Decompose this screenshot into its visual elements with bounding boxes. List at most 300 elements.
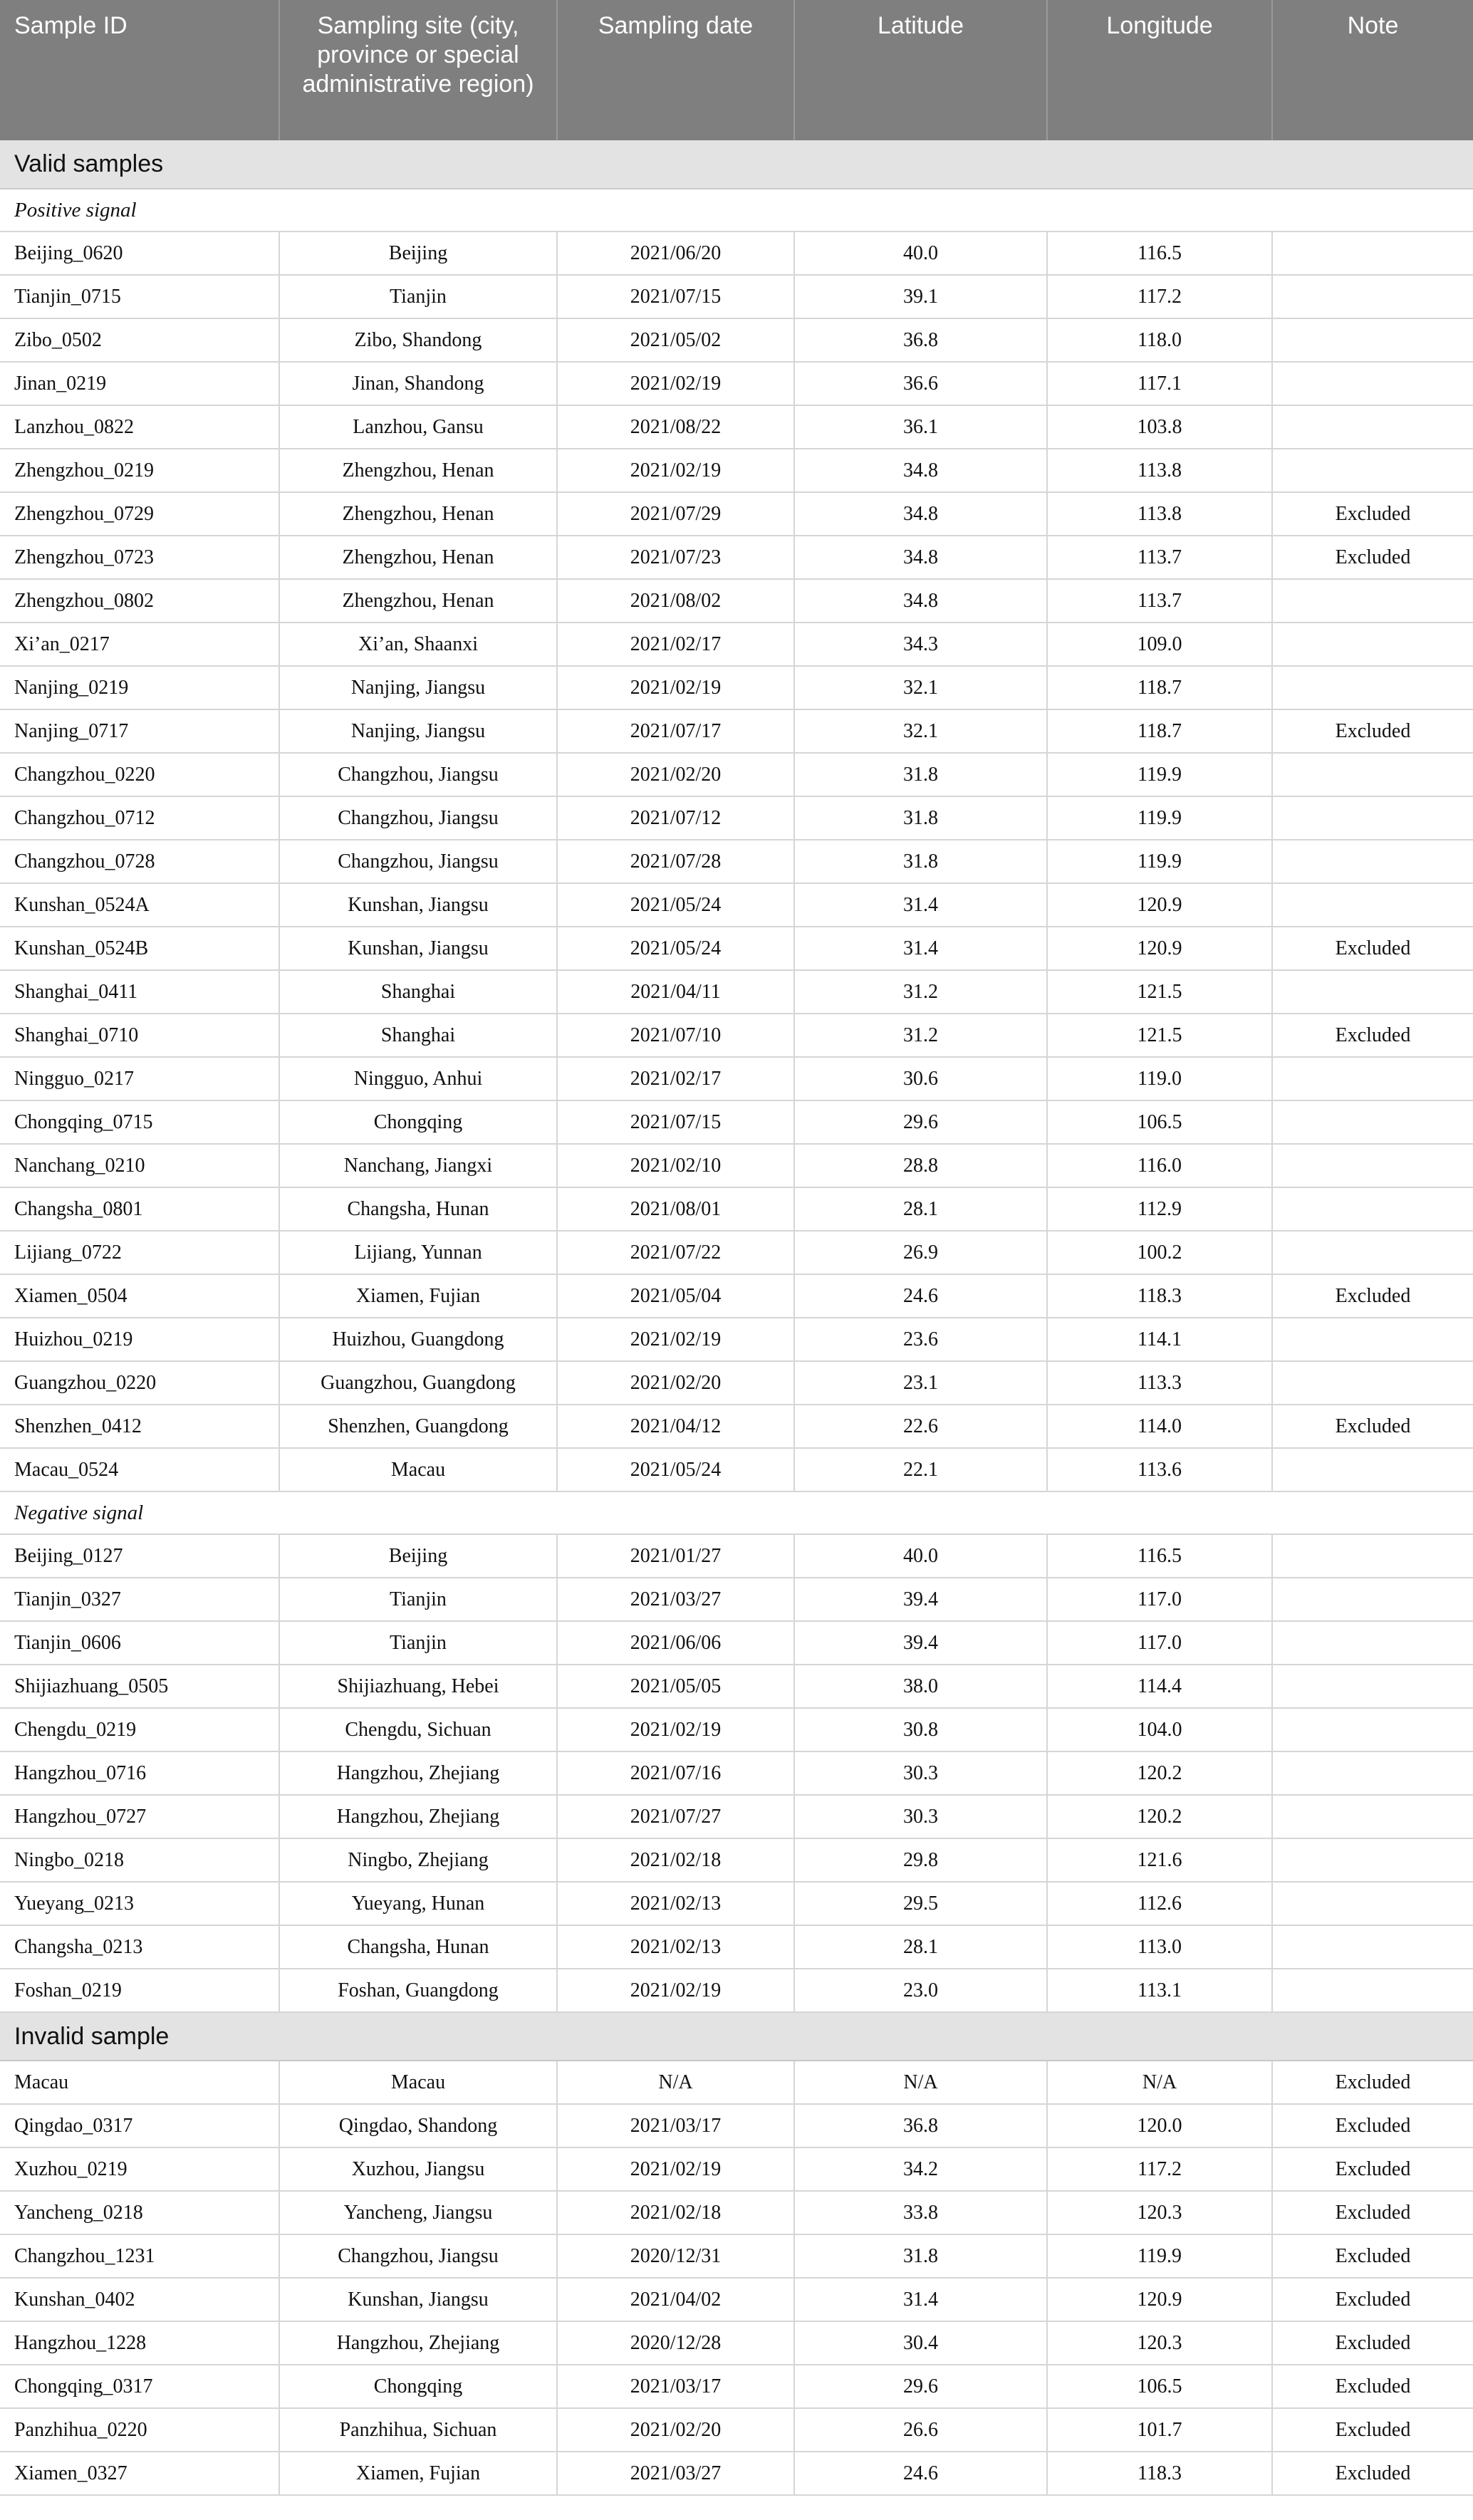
cell-sample-id: Nanjing_0219 — [0, 666, 279, 709]
cell-sampling-date: 2021/07/10 — [557, 1014, 794, 1057]
cell-longitude: 118.7 — [1047, 709, 1272, 753]
table-row — [0, 1187, 1473, 1231]
cell-sampling-date: 2021/07/27 — [557, 1795, 794, 1838]
cell-sampling-date: 2021/05/05 — [557, 1665, 794, 1708]
cell-sample-id: Tianjin_0606 — [0, 1621, 279, 1665]
cell-sampling-date: 2021/07/16 — [557, 1751, 794, 1795]
table-row — [0, 2234, 1473, 2278]
cell-longitude: 106.5 — [1047, 2365, 1272, 2408]
cell-sampling-date: 2021/03/27 — [557, 1578, 794, 1621]
cell-longitude: 120.3 — [1047, 2191, 1272, 2234]
cell-longitude: 119.9 — [1047, 753, 1272, 796]
cell-note: Excluded — [1272, 492, 1473, 536]
table-body — [0, 140, 1473, 2495]
cell-note — [1272, 1144, 1473, 1187]
cell-latitude: 40.0 — [794, 231, 1047, 275]
cell-sampling-site: Changzhou, Jiangsu — [279, 796, 557, 840]
cell-sampling-date: 2021/02/19 — [557, 2147, 794, 2191]
cell-sampling-date: 2021/03/17 — [557, 2104, 794, 2147]
cell-sample-id: Yueyang_0213 — [0, 1882, 279, 1925]
table-row — [0, 275, 1473, 318]
cell-note: Excluded — [1272, 927, 1473, 970]
cell-sample-id: Shanghai_0411 — [0, 970, 279, 1014]
cell-sample-id: Changzhou_0728 — [0, 840, 279, 883]
cell-sampling-date: 2021/02/19 — [557, 666, 794, 709]
cell-note — [1272, 623, 1473, 666]
cell-sample-id: Tianjin_0715 — [0, 275, 279, 318]
cell-note — [1272, 1969, 1473, 2012]
cell-latitude: 29.5 — [794, 1882, 1047, 1925]
cell-sample-id: Xiamen_0504 — [0, 1274, 279, 1318]
table-row — [0, 1534, 1473, 1578]
cell-sampling-date: 2021/02/20 — [557, 753, 794, 796]
cell-latitude: 30.8 — [794, 1708, 1047, 1751]
cell-sampling-site: Chongqing — [279, 1100, 557, 1144]
cell-note — [1272, 1882, 1473, 1925]
cell-note: Excluded — [1272, 2147, 1473, 2191]
table-row — [0, 1405, 1473, 1448]
cell-note — [1272, 1795, 1473, 1838]
header-sample-id: Sample ID — [0, 0, 279, 140]
cell-note — [1272, 1708, 1473, 1751]
cell-note — [1272, 883, 1473, 927]
cell-note: Excluded — [1272, 2234, 1473, 2278]
cell-note: Excluded — [1272, 1014, 1473, 1057]
cell-sample-id: Jinan_0219 — [0, 362, 279, 405]
cell-sampling-date: 2021/05/04 — [557, 1274, 794, 1318]
cell-note — [1272, 1534, 1473, 1578]
section-row — [0, 2012, 1473, 2061]
cell-sampling-date: 2021/01/27 — [557, 1534, 794, 1578]
cell-sample-id: Zhengzhou_0219 — [0, 449, 279, 492]
cell-longitude: N/A — [1047, 2061, 1272, 2104]
cell-sampling-site: Tianjin — [279, 1578, 557, 1621]
cell-sample-id: Xiamen_0327 — [0, 2452, 279, 2495]
cell-sampling-site: Hangzhou, Zhejiang — [279, 1795, 557, 1838]
cell-sampling-date: 2021/02/13 — [557, 1925, 794, 1969]
group-row — [0, 189, 1473, 231]
cell-sampling-site: Beijing — [279, 1534, 557, 1578]
table-row — [0, 1274, 1473, 1318]
cell-sample-id: Yancheng_0218 — [0, 2191, 279, 2234]
cell-sampling-site: Changzhou, Jiangsu — [279, 840, 557, 883]
cell-longitude: 121.5 — [1047, 1014, 1272, 1057]
cell-latitude: 34.2 — [794, 2147, 1047, 2191]
cell-sampling-date: 2021/02/19 — [557, 1708, 794, 1751]
cell-latitude: 23.1 — [794, 1361, 1047, 1405]
header-longitude: Longitude — [1047, 0, 1272, 140]
cell-note: Excluded — [1272, 709, 1473, 753]
cell-longitude: 119.9 — [1047, 840, 1272, 883]
table-row — [0, 666, 1473, 709]
cell-latitude: 28.1 — [794, 1187, 1047, 1231]
cell-sampling-date: 2021/02/18 — [557, 2191, 794, 2234]
cell-note: Excluded — [1272, 2278, 1473, 2321]
cell-longitude: 103.8 — [1047, 405, 1272, 449]
table-row — [0, 1925, 1473, 1969]
cell-sample-id: Xuzhou_0219 — [0, 2147, 279, 2191]
cell-latitude: 31.4 — [794, 927, 1047, 970]
cell-longitude: 112.6 — [1047, 1882, 1272, 1925]
cell-sampling-site: Nanjing, Jiangsu — [279, 709, 557, 753]
cell-sampling-site: Kunshan, Jiangsu — [279, 883, 557, 927]
cell-note — [1272, 1100, 1473, 1144]
cell-sampling-date: 2021/07/23 — [557, 536, 794, 579]
cell-sampling-site: Foshan, Guangdong — [279, 1969, 557, 2012]
cell-sample-id: Macau — [0, 2061, 279, 2104]
table-row — [0, 362, 1473, 405]
table-row — [0, 1014, 1473, 1057]
table-row — [0, 1361, 1473, 1405]
table-row — [0, 2408, 1473, 2452]
cell-longitude: 117.0 — [1047, 1578, 1272, 1621]
cell-note — [1272, 275, 1473, 318]
cell-sampling-site: Shijiazhuang, Hebei — [279, 1665, 557, 1708]
cell-sampling-site: Changzhou, Jiangsu — [279, 2234, 557, 2278]
cell-latitude: 34.8 — [794, 492, 1047, 536]
cell-sample-id: Zibo_0502 — [0, 318, 279, 362]
cell-sample-id: Hangzhou_0727 — [0, 1795, 279, 1838]
cell-longitude: 106.5 — [1047, 1100, 1272, 1144]
cell-sampling-site: Beijing — [279, 231, 557, 275]
table-row — [0, 1795, 1473, 1838]
cell-note: Excluded — [1272, 2104, 1473, 2147]
table-row — [0, 927, 1473, 970]
cell-latitude: 39.4 — [794, 1621, 1047, 1665]
cell-sampling-date: 2020/12/31 — [557, 2234, 794, 2278]
header-sampling-date: Sampling date — [557, 0, 794, 140]
cell-sampling-site: Guangzhou, Guangdong — [279, 1361, 557, 1405]
cell-longitude: 117.0 — [1047, 1621, 1272, 1665]
cell-sampling-date: 2021/07/12 — [557, 796, 794, 840]
cell-note — [1272, 1318, 1473, 1361]
cell-sampling-site: Xi’an, Shaanxi — [279, 623, 557, 666]
cell-note — [1272, 1057, 1473, 1100]
group-title: Positive signal — [0, 189, 1473, 231]
cell-longitude: 100.2 — [1047, 1231, 1272, 1274]
cell-sampling-date: 2021/04/12 — [557, 1405, 794, 1448]
cell-note: Excluded — [1272, 536, 1473, 579]
table-row — [0, 579, 1473, 623]
cell-longitude: 116.5 — [1047, 231, 1272, 275]
table-row — [0, 405, 1473, 449]
cell-longitude: 104.0 — [1047, 1708, 1272, 1751]
cell-longitude: 113.7 — [1047, 579, 1272, 623]
cell-longitude: 109.0 — [1047, 623, 1272, 666]
cell-sampling-date: 2021/02/10 — [557, 1144, 794, 1187]
cell-sampling-date: 2021/07/15 — [557, 275, 794, 318]
cell-sample-id: Panzhihua_0220 — [0, 2408, 279, 2452]
cell-sampling-date: 2020/12/28 — [557, 2321, 794, 2365]
cell-longitude: 113.6 — [1047, 1448, 1272, 1491]
cell-longitude: 113.3 — [1047, 1361, 1272, 1405]
cell-sampling-site: Shanghai — [279, 970, 557, 1014]
group-title: Negative signal — [0, 1491, 1473, 1534]
table-row — [0, 449, 1473, 492]
table-row — [0, 1708, 1473, 1751]
cell-longitude: 119.9 — [1047, 796, 1272, 840]
cell-longitude: 116.5 — [1047, 1534, 1272, 1578]
cell-sample-id: Huizhou_0219 — [0, 1318, 279, 1361]
cell-sample-id: Changsha_0801 — [0, 1187, 279, 1231]
cell-sample-id: Shanghai_0710 — [0, 1014, 279, 1057]
cell-note: Excluded — [1272, 2408, 1473, 2452]
cell-sampling-site: Shanghai — [279, 1014, 557, 1057]
cell-sampling-site: Changzhou, Jiangsu — [279, 753, 557, 796]
section-title: Valid samples — [0, 140, 1473, 189]
cell-note — [1272, 1578, 1473, 1621]
cell-sampling-site: Lijiang, Yunnan — [279, 1231, 557, 1274]
cell-longitude: 117.1 — [1047, 362, 1272, 405]
cell-latitude: 31.8 — [794, 796, 1047, 840]
cell-sampling-site: Xiamen, Fujian — [279, 1274, 557, 1318]
cell-longitude: 117.2 — [1047, 2147, 1272, 2191]
cell-sampling-date: 2021/05/24 — [557, 1448, 794, 1491]
cell-longitude: 117.2 — [1047, 275, 1272, 318]
table-row — [0, 753, 1473, 796]
cell-sample-id: Lijiang_0722 — [0, 1231, 279, 1274]
cell-note — [1272, 840, 1473, 883]
cell-note — [1272, 1231, 1473, 1274]
cell-sampling-site: Nanjing, Jiangsu — [279, 666, 557, 709]
table-row — [0, 1969, 1473, 2012]
cell-note: Excluded — [1272, 1274, 1473, 1318]
cell-longitude: 112.9 — [1047, 1187, 1272, 1231]
table-row — [0, 1665, 1473, 1708]
cell-note — [1272, 1621, 1473, 1665]
header-latitude: Latitude — [794, 0, 1047, 140]
cell-sampling-site: Panzhihua, Sichuan — [279, 2408, 557, 2452]
table-row — [0, 2191, 1473, 2234]
cell-latitude: 34.3 — [794, 623, 1047, 666]
cell-longitude: 118.0 — [1047, 318, 1272, 362]
cell-longitude: 120.3 — [1047, 2321, 1272, 2365]
cell-longitude: 114.4 — [1047, 1665, 1272, 1708]
cell-longitude: 113.8 — [1047, 492, 1272, 536]
cell-longitude: 120.2 — [1047, 1795, 1272, 1838]
cell-sample-id: Zhengzhou_0802 — [0, 579, 279, 623]
cell-latitude: 34.8 — [794, 449, 1047, 492]
cell-sample-id: Shijiazhuang_0505 — [0, 1665, 279, 1708]
cell-latitude: 36.8 — [794, 318, 1047, 362]
cell-sampling-site: Zhengzhou, Henan — [279, 492, 557, 536]
cell-sample-id: Chongqing_0715 — [0, 1100, 279, 1144]
cell-sample-id: Zhengzhou_0723 — [0, 536, 279, 579]
cell-latitude: 26.6 — [794, 2408, 1047, 2452]
cell-longitude: 113.7 — [1047, 536, 1272, 579]
cell-latitude: 31.4 — [794, 883, 1047, 927]
cell-note — [1272, 1838, 1473, 1882]
cell-note — [1272, 1665, 1473, 1708]
cell-sampling-site: Huizhou, Guangdong — [279, 1318, 557, 1361]
table-row — [0, 796, 1473, 840]
cell-latitude: 30.3 — [794, 1795, 1047, 1838]
cell-sampling-site: Ningbo, Zhejiang — [279, 1838, 557, 1882]
cell-sampling-site: Chengdu, Sichuan — [279, 1708, 557, 1751]
cell-sampling-date: 2021/07/29 — [557, 492, 794, 536]
cell-sample-id: Nanjing_0717 — [0, 709, 279, 753]
table-row — [0, 2321, 1473, 2365]
cell-latitude: 26.9 — [794, 1231, 1047, 1274]
table-row — [0, 623, 1473, 666]
cell-latitude: 36.6 — [794, 362, 1047, 405]
cell-longitude: 121.5 — [1047, 970, 1272, 1014]
cell-sampling-date: 2021/04/11 — [557, 970, 794, 1014]
cell-sample-id: Ningbo_0218 — [0, 1838, 279, 1882]
table-row — [0, 2104, 1473, 2147]
cell-sample-id: Beijing_0127 — [0, 1534, 279, 1578]
cell-sampling-date: 2021/02/17 — [557, 1057, 794, 1100]
table-row — [0, 1448, 1473, 1491]
cell-sample-id: Xi’an_0217 — [0, 623, 279, 666]
cell-sampling-site: Changsha, Hunan — [279, 1925, 557, 1969]
table-row — [0, 709, 1473, 753]
header-sampling-site: Sampling site (city, province or special administrative region) — [279, 0, 557, 140]
cell-sampling-date: 2021/03/17 — [557, 2365, 794, 2408]
cell-latitude: 23.6 — [794, 1318, 1047, 1361]
cell-sample-id: Beijing_0620 — [0, 231, 279, 275]
table-row — [0, 2452, 1473, 2495]
cell-note: Excluded — [1272, 2365, 1473, 2408]
cell-sampling-date: 2021/07/17 — [557, 709, 794, 753]
cell-sampling-date: 2021/07/22 — [557, 1231, 794, 1274]
cell-sampling-date: 2021/02/13 — [557, 1882, 794, 1925]
cell-sample-id: Hangzhou_0716 — [0, 1751, 279, 1795]
cell-latitude: 28.1 — [794, 1925, 1047, 1969]
cell-longitude: 120.0 — [1047, 2104, 1272, 2147]
cell-longitude: 114.0 — [1047, 1405, 1272, 1448]
cell-sample-id: Kunshan_0402 — [0, 2278, 279, 2321]
group-row — [0, 1491, 1473, 1534]
section-row — [0, 140, 1473, 189]
cell-sample-id: Chongqing_0317 — [0, 2365, 279, 2408]
cell-note — [1272, 579, 1473, 623]
cell-latitude: 30.6 — [794, 1057, 1047, 1100]
cell-latitude: 29.8 — [794, 1838, 1047, 1882]
table-row — [0, 1751, 1473, 1795]
cell-latitude: 31.8 — [794, 2234, 1047, 2278]
cell-sampling-site: Chongqing — [279, 2365, 557, 2408]
cell-sample-id: Hangzhou_1228 — [0, 2321, 279, 2365]
cell-latitude: 34.8 — [794, 579, 1047, 623]
cell-sampling-date: 2021/07/15 — [557, 1100, 794, 1144]
cell-longitude: 120.9 — [1047, 927, 1272, 970]
table-row — [0, 1144, 1473, 1187]
cell-note: Excluded — [1272, 2452, 1473, 2495]
cell-note — [1272, 1925, 1473, 1969]
cell-sampling-site: Kunshan, Jiangsu — [279, 927, 557, 970]
table-row — [0, 318, 1473, 362]
cell-latitude: 23.0 — [794, 1969, 1047, 2012]
cell-sample-id: Zhengzhou_0729 — [0, 492, 279, 536]
cell-latitude: 32.1 — [794, 709, 1047, 753]
cell-latitude: 36.1 — [794, 405, 1047, 449]
cell-sample-id: Chengdu_0219 — [0, 1708, 279, 1751]
cell-sampling-date: 2021/04/02 — [557, 2278, 794, 2321]
cell-note: Excluded — [1272, 1405, 1473, 1448]
cell-longitude: 120.9 — [1047, 883, 1272, 927]
cell-note: Excluded — [1272, 2191, 1473, 2234]
cell-latitude: 30.4 — [794, 2321, 1047, 2365]
cell-sample-id: Changsha_0213 — [0, 1925, 279, 1969]
header-note: Note — [1272, 0, 1473, 140]
cell-note — [1272, 1187, 1473, 1231]
cell-sampling-date: 2021/08/01 — [557, 1187, 794, 1231]
cell-longitude: 101.7 — [1047, 2408, 1272, 2452]
cell-sample-id: Guangzhou_0220 — [0, 1361, 279, 1405]
cell-sampling-site: Macau — [279, 1448, 557, 1491]
cell-sample-id: Lanzhou_0822 — [0, 405, 279, 449]
cell-sample-id: Macau_0524 — [0, 1448, 279, 1491]
cell-sampling-date: 2021/02/20 — [557, 2408, 794, 2452]
cell-note — [1272, 449, 1473, 492]
cell-sampling-date: 2021/03/27 — [557, 2452, 794, 2495]
cell-longitude: 120.2 — [1047, 1751, 1272, 1795]
cell-sampling-date: 2021/08/02 — [557, 579, 794, 623]
cell-sampling-date: 2021/05/24 — [557, 883, 794, 927]
cell-sampling-site: Xuzhou, Jiangsu — [279, 2147, 557, 2191]
header-row — [0, 0, 1473, 140]
cell-sampling-site: Shenzhen, Guangdong — [279, 1405, 557, 1448]
table-row — [0, 1100, 1473, 1144]
cell-latitude: 31.2 — [794, 970, 1047, 1014]
cell-sampling-site: Jinan, Shandong — [279, 362, 557, 405]
cell-longitude: 120.9 — [1047, 2278, 1272, 2321]
cell-sampling-site: Kunshan, Jiangsu — [279, 2278, 557, 2321]
cell-note — [1272, 362, 1473, 405]
cell-sampling-site: Changsha, Hunan — [279, 1187, 557, 1231]
cell-note — [1272, 796, 1473, 840]
table-row — [0, 1578, 1473, 1621]
cell-sample-id: Kunshan_0524B — [0, 927, 279, 970]
cell-sample-id: Qingdao_0317 — [0, 2104, 279, 2147]
cell-longitude: 118.3 — [1047, 2452, 1272, 2495]
cell-latitude: 28.8 — [794, 1144, 1047, 1187]
cell-note — [1272, 1751, 1473, 1795]
cell-latitude: 33.8 — [794, 2191, 1047, 2234]
cell-sampling-date: 2021/02/18 — [557, 1838, 794, 1882]
table-row — [0, 1057, 1473, 1100]
cell-sample-id: Ningguo_0217 — [0, 1057, 279, 1100]
cell-note — [1272, 405, 1473, 449]
cell-latitude: 31.8 — [794, 753, 1047, 796]
cell-note: Excluded — [1272, 2321, 1473, 2365]
cell-sample-id: Kunshan_0524A — [0, 883, 279, 927]
cell-latitude: 38.0 — [794, 1665, 1047, 1708]
cell-longitude: 121.6 — [1047, 1838, 1272, 1882]
cell-sampling-site: Ningguo, Anhui — [279, 1057, 557, 1100]
cell-latitude: 24.6 — [794, 2452, 1047, 2495]
cell-sample-id: Tianjin_0327 — [0, 1578, 279, 1621]
cell-latitude: 39.1 — [794, 275, 1047, 318]
cell-sample-id: Changzhou_0220 — [0, 753, 279, 796]
cell-sampling-site: Macau — [279, 2061, 557, 2104]
table-row — [0, 1231, 1473, 1274]
cell-sampling-site: Tianjin — [279, 1621, 557, 1665]
table-row — [0, 536, 1473, 579]
cell-latitude: 31.4 — [794, 2278, 1047, 2321]
table-row — [0, 970, 1473, 1014]
table-row — [0, 2278, 1473, 2321]
cell-sampling-date: 2021/02/19 — [557, 449, 794, 492]
cell-sampling-site: Zhengzhou, Henan — [279, 449, 557, 492]
table-row — [0, 2061, 1473, 2104]
table-row — [0, 1318, 1473, 1361]
cell-longitude: 114.1 — [1047, 1318, 1272, 1361]
cell-longitude: 119.0 — [1047, 1057, 1272, 1100]
cell-latitude: 30.3 — [794, 1751, 1047, 1795]
cell-longitude: 113.8 — [1047, 449, 1272, 492]
